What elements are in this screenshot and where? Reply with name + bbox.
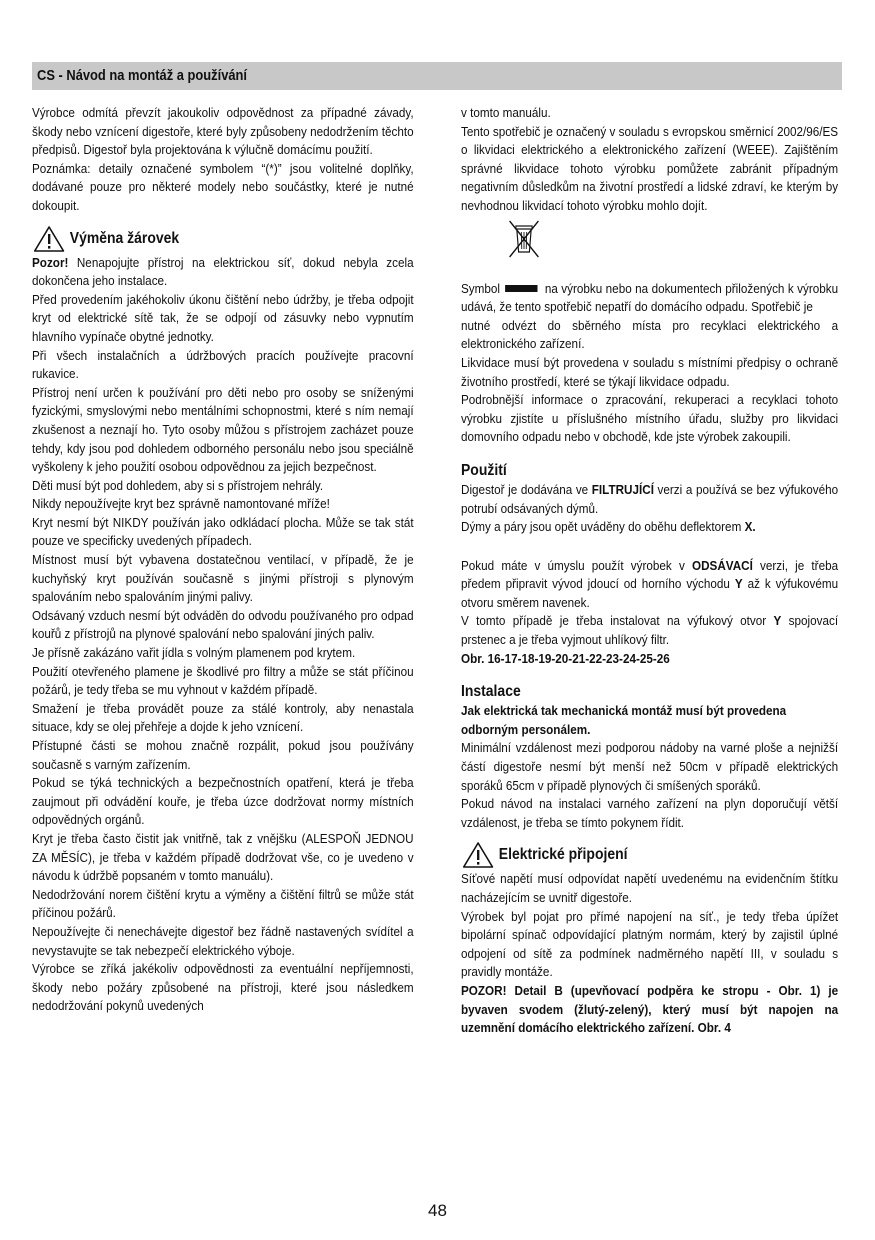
emphasis: Y — [734, 576, 743, 592]
section-title: Výměna žárovek — [69, 229, 180, 247]
black-bar-symbol-icon — [505, 285, 537, 292]
paragraph: Odsávaný vzduch nesmí být odváděn do odvodu používaného pro odpad kouřů z přístrojů na plynové spalování nebo spalování jiných paliv. — [32, 607, 414, 642]
paragraph — [461, 612, 838, 649]
page-number: 48 — [428, 1201, 447, 1220]
section-header-bar — [32, 62, 842, 90]
paragraph: Pokud se týká technických a bezpečnostních opatření, která je třeba zaujmout při odvádění kouře, je třeba úzce dodržovat normy místních odpovědných orgánů. — [32, 775, 414, 828]
paragraph: v tomto manuálu. — [461, 105, 551, 120]
section-title-use: Použití — [461, 461, 507, 479]
paragraph-text: Nenapojujte přístroj na elektrickou síť, dokud nebyla zcela dokončena jeho instalace. — [32, 254, 414, 289]
warning-icon — [32, 224, 66, 254]
paragraph-text: Dýmy a páry jsou opět uváděny do oběhu deflektorem — [461, 519, 745, 535]
weee-crossed-bin-icon — [506, 218, 542, 260]
section-title-installation: Instalace — [461, 683, 521, 701]
paragraph: Minimální vzdálenost mezi podporou nádoby na varné ploše a nejnižší částí digestoře nesmí být menší než 50cm v případě elektrických sporáků 65cm v případě plynových či smíšených sporáků. — [461, 740, 839, 793]
emphasis: Jak elektrická tak mechanická montáž musí být provedena odborným personálem. — [461, 703, 787, 737]
section-heading-bulbs — [32, 224, 414, 254]
paragraph-text: spojovací prstenec a je třeba vyjmout uhlíkový filtr. — [461, 613, 839, 648]
paragraph — [32, 254, 414, 291]
paragraph: Přístupné části se mohou značně rozpálit, pokud jsou používány současně s varným zařízením. — [32, 738, 414, 772]
section-heading-electrical — [461, 840, 838, 870]
emphasis: FILTRUJÍCÍ — [591, 481, 654, 497]
paragraph — [461, 481, 838, 518]
paragraph: Likvidace musí být provedena v souladu s místními předpisy o ochraně životního prostředí, které se týkají likvidace odpadu. — [461, 354, 839, 389]
paragraph: Při všech instalačních a údržbových pracích používejte pracovní rukavice. — [32, 347, 414, 382]
paragraph: Výrobce odmítá převzít jakoukoliv odpovědnost za případné závady, škody nebo vznícení digestoře, které byly způsobeny nedodržením těchto předpisů. Digestoř byla projektována k výlučně domácímu použití. — [32, 105, 414, 158]
paragraph: Výrobek byl pojat pro přímé napojení na síť., je tedy třeba úpížet bipolární spínač odpovídající platným normám, který by zajistil úplné odpojení od sítě za podmínek nadměrného napětí III, v souladu s pravidly montáže. — [461, 908, 839, 980]
paragraph: Nepoužívejte či nenechávejte digestoř bez řádně nastavených svídítel a nevystavujte se tak nebezpečí elektrického výboje. — [32, 923, 414, 958]
emphasis: POZOR! Detail B (upevňovací podpěra ke stropu - Obr. 1) je byvaven svodem (žlutý-zelený), který musí být napojen na uzemnění domácího elektrického zařízení. Obr. 4 — [461, 982, 839, 1036]
paragraph — [461, 557, 838, 613]
paragraph-text: na výrobku nebo na dokumentech přiložených k výrobku udává, že tento spotřebič nepatří do domácího odpadu. Spotřebič je — [461, 280, 839, 315]
paragraph-text: verzi, je třeba předem připravit vývod jdoucí od horního východu — [461, 557, 839, 592]
paragraph: Děti musí být pod dohledem, aby si s přístrojem nehrály. — [32, 477, 324, 493]
emphasis: ODSÁVACÍ — [691, 557, 753, 573]
warning-icon — [461, 840, 495, 870]
paragraph-text: V tomto případě je třeba instalovat na výfukový otvor — [461, 613, 774, 629]
emphasis: Obr. 16-17-18-19-20-21-22-23-24-25-26 — [461, 650, 670, 666]
paragraph: Kryt nesmí být NIKDY používán jako odkládací plocha. Může se tak stát pouze ve specificky uvedených případech. — [32, 514, 414, 549]
paragraph: nutné odvézt do sběrného místa pro recyklaci elektrického a elektronického zařízení. — [461, 317, 839, 352]
paragraph: Použití otevřeného plamene je škodlivé pro filtry a může se stát příčinou požárů, je tedy třeba se mu vyhnout v každém případě. — [32, 663, 414, 698]
page-header-title: CS - Návod na montáž a používání — [37, 67, 248, 84]
emphasis: Y — [773, 613, 782, 629]
paragraph-text: verzi a používá se bez výfukového potrubí odsávaných dýmů. — [461, 481, 839, 516]
paragraph: Poznámka: detaily označené symbolem “(*)” jsou volitelné doplňky, dodávané pouze pro některé modely nebo součástky, které je nutné dokoupit. — [32, 160, 414, 213]
paragraph: Před provedením jakéhokoliv úkonu čištění nebo údržby, je třeba odpojit kryt od elektrické sítě tak, že se odpojí od zásuvky nebo vypnutím hlavního vypínače obytné jednotky. — [32, 291, 414, 344]
paragraph — [461, 518, 838, 537]
emphasis: X. — [744, 519, 756, 535]
paragraph: Síťové napětí musí odpovídat napětí uvedenému na evidenčním štítku nacházejícím se uvnitř digestoře. — [461, 871, 839, 905]
paragraph: Přístroj není určen k používání pro děti nebo pro osoby se sníženými fyzickými, smyslovými nebo mentálními schopnostmi, které s ním nemají zkušenost a neznají ho. Tyto osoby můžou s přístrojem zacházet pouze tehdy, kdy jsou pod dohledem odborného personálu nebo jsou speciálně vyškoleny k jeho použití osobou odpovědnou za jejich bezpečnost. — [32, 384, 414, 475]
paragraph-text: Pokud máte v úmyslu použít výrobek v — [461, 557, 692, 573]
paragraph: Podrobnější informace o zpracování, rekuperaci a recyklaci tohoto výrobku zjistíte u příslušného místního úřadu, služby pro likvidaci domovního odpadu nebo v obchodě, kde jste výrobek zakoupili. — [461, 392, 839, 445]
paragraph: Kryt je třeba často čistit jak vnitřně, tak z vnějšku (ALESPOŇ JEDNOU ZA MĚSÍC), je třeba v každém případě dodržovat vše, co je uvedeno v návodu k údržbě popsaném v tomto manuálu). — [32, 830, 414, 884]
paragraph — [461, 702, 838, 739]
paragraph: Výrobce se zříká jakékoliv odpovědnosti za eventuální nepříjemnosti, škody nebo požáry způsobené na přístroji, které jsou následkem nedodržování pokynů uvedených — [32, 961, 414, 1014]
symbol-word: Symbol — [461, 280, 501, 296]
paragraph — [461, 280, 838, 317]
figure-reference — [461, 650, 838, 669]
left-column — [32, 104, 414, 1016]
paragraph: Smažení je třeba provádět pouze za stálé kontroly, aby nenastala situace, kdy se olej přehřeje a dojde k jeho vznícení. — [32, 700, 414, 735]
paragraph: Místnost musí být vybavena dostatečnou ventilací, v případě, že je kuchyňský kryt používán současně s jinými přístroji s plynovým spalováním nebo spalováním jinými palivy. — [32, 552, 414, 605]
paragraph: Je přísně zakázáno vařit jídla s volným plamenem pod krytem. — [32, 645, 356, 661]
section-title: Elektrické připojení — [498, 846, 628, 864]
paragraph-text: až k výfukovému otvoru směrem navenek. — [461, 576, 839, 610]
paragraph — [461, 982, 838, 1038]
paragraph: Nikdy nepoužívejte kryt bez správně namontované mříže! — [32, 496, 330, 512]
paragraph: Pokud návod na instalaci varného zařízení na plyn doporučují větší vzdálenost, je třeba se tímto pokynem řídit. — [461, 796, 839, 830]
warning-label: Pozor! — [32, 254, 69, 270]
paragraph-text: Digestoř je dodávána ve — [461, 481, 592, 497]
paragraph: Nedodržování norem čištění krytu a výměny a čištění filtrů se může stát příčinou požárů. — [32, 886, 414, 921]
right-column — [461, 104, 838, 1038]
paragraph: Tento spotřebič je označený v souladu s evropskou směrnicí 2002/96/ES o likvidaci elektrického a elektronického zařízení (WEEE). Zajištěním správné likvidace tohoto výrobku pomůžete zabránit případným negativním důsledkům na životní prostředí a lidské zdraví, ke kterým by nevhodnou likvidací tohoto výrobku mohlo dojít. — [461, 123, 839, 213]
